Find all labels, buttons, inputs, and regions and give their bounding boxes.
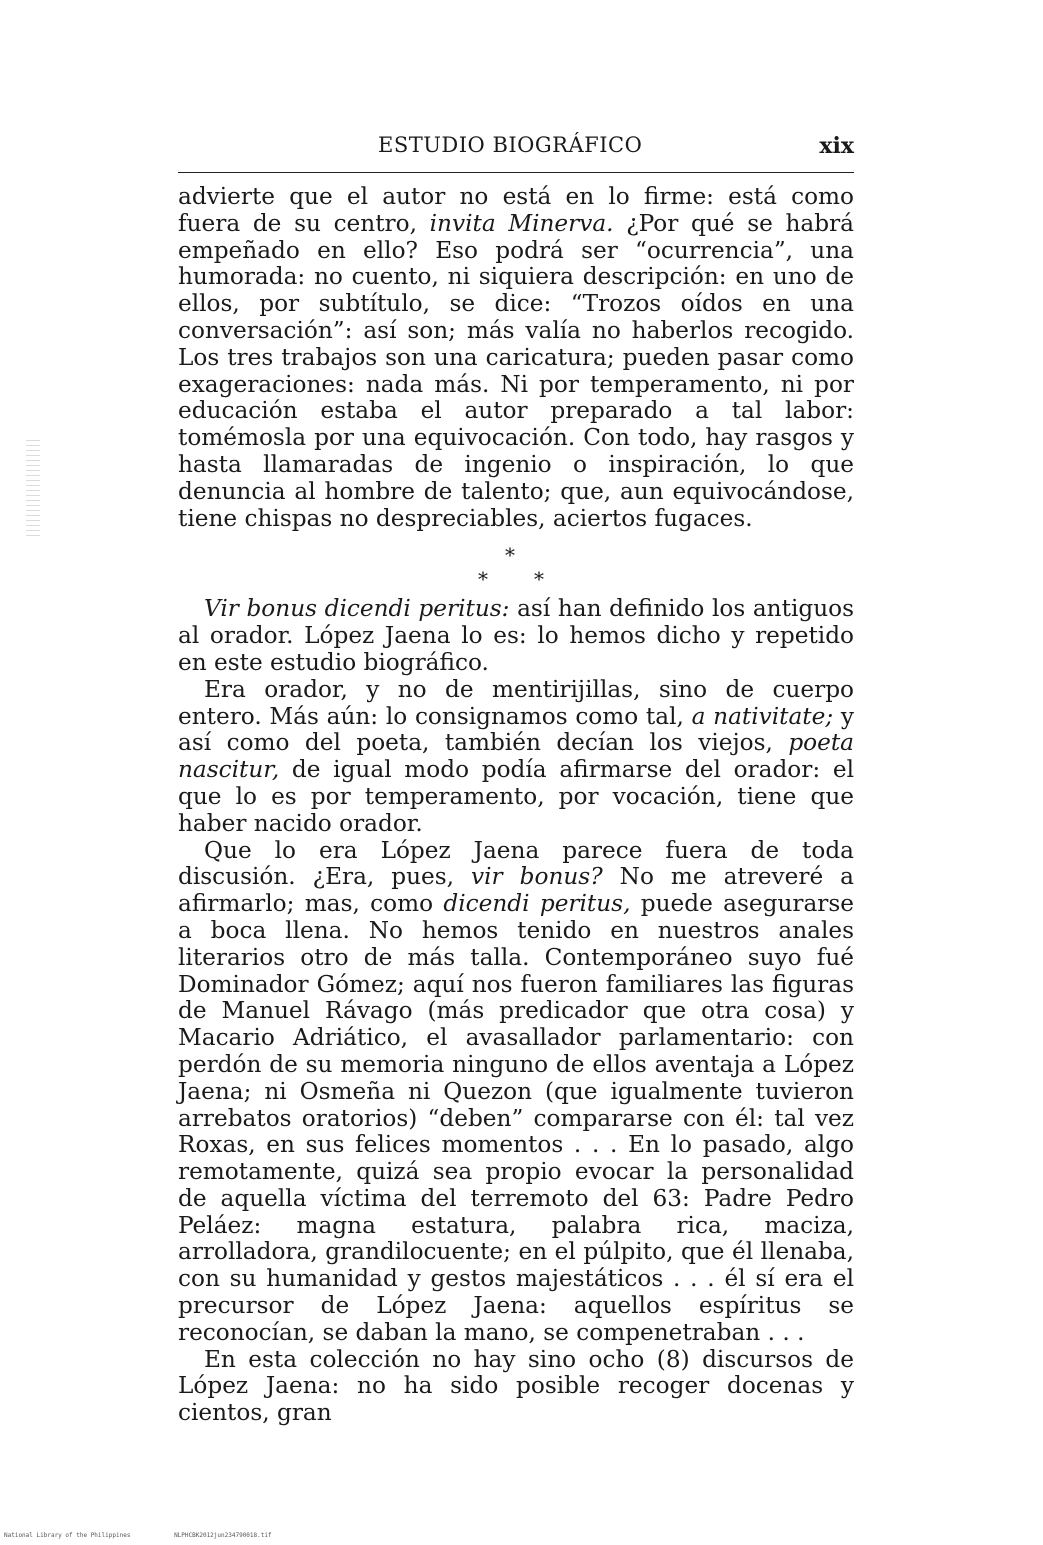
footer-file-id: NLPHCBK2012jun234790018.tif	[174, 1532, 272, 1539]
paragraph-2	[178, 596, 854, 676]
p4-italic-vir-bonus: vir bonus?	[471, 863, 603, 891]
p2-italic-vir-bonus: Vir bonus dicendi peritus:	[204, 595, 510, 623]
paragraph-1	[178, 184, 854, 532]
p3-italic-a-nativitate: a nativitate;	[691, 702, 834, 730]
p3-italic-poeta-nascitur: poeta nascitur,	[178, 729, 854, 784]
p3-text-e: de igual modo podía afirmarse del orador: el que lo es por temperamento, por vocación, tiene que haber nacido orador.	[178, 756, 854, 837]
p1-text-c: ¿Por qué se habrá empeñado en ello? Eso podrá ser “ocurrencia”, una humorada: no cuento, ni siquiera descripción: en uno de ellos, por subtítulo, se dice: “Trozos oídos en una conversación”: así son; más valía no haberlos recogido. Los tres trabajos son una caricatura; pueden pasar como exageraciones: nada más. Ni por temperamento, ni por educación estaba el autor preparado a tal labor: tomémosla por una equivocación. Con todo, hay rasgos y hasta llamaradas de ingenio o inspiración, lo que denuncia al hombre de talento; que, aun equivocándose, tiene chispas no despreciables, aciertos fugaces.	[178, 209, 855, 532]
asterism-star: *	[505, 543, 515, 568]
p5-text: En esta colección no hay sino ocho (8) discursos de López Jaena: no ha sido posible recoger docenas y cientos, gran	[178, 1345, 854, 1427]
paragraph-4	[178, 838, 854, 1347]
p4-text-a: Que lo era López Jaena parece fuera de toda discusión. ¿Era, pues,	[178, 836, 854, 891]
p3-text-a: Era orador, y no de mentirijillas, sino de cuerpo entero. Más aún: lo consignamos como tal,	[178, 675, 854, 730]
p4-italic-dicendi-peritus: dicendi peritus,	[443, 890, 631, 918]
body-text	[178, 184, 854, 1427]
section-asterism	[178, 540, 854, 596]
paragraph-3	[178, 677, 854, 838]
p1-italic-invita-minerva: invita Minerva.	[429, 209, 614, 237]
asterism-star: *	[534, 567, 544, 592]
running-title: ESTUDIO BIOGRÁFICO	[378, 133, 643, 157]
p3-text-c: y así como del poeta, también decían los viejos,	[178, 702, 854, 757]
p1-text-a: advierte que el autor no está en lo firme: está como fuera de su centro,	[178, 183, 854, 237]
scan-margin-artifact	[26, 440, 40, 540]
p2-text-b: así han definido los antiguos al orador. López Jaena lo es: lo hemos dicho y repetido en este estudio biográfico.	[178, 595, 854, 676]
page-header	[178, 133, 854, 167]
footer-library-name: National Library of the Philippines	[4, 1532, 131, 1539]
page-number: xix	[819, 133, 854, 159]
p4-text-e: puede asegurarse a boca llena. No hemos tenido en nuestros anales literarios otro de más talla. Contemporáneo suyo fué Dominador Gómez; aquí nos fueron familiares las figuras de Manuel Rávago (más predicador que otra cosa) y Macario Adriático, el avasallador parlamentario: con perdón de su memoria ninguno de ellos aventaja a López Jaena; ni Osmeña ni Quezon (que igualmente tuvieron arrebatos oratorios) “deben” compararse con él: tal vez Roxas, en sus felices momentos . . . En lo pasado, algo remotamente, quizá sea propio evocar la personalidad de aquella víctima del terremoto del 63: Padre Pedro Peláez: magna estatura, palabra rica, maciza, arrolladora, grandilocuente; en el púlpito, que él llenaba, con su humanidad y gestos majestáticos . . . él sí era el precursor de López Jaena: aquellos espíritus se reconocían, se daban la mano, se compenetraban . . .	[178, 890, 855, 1346]
p4-text-c: No me atreveré a afirmarlo; mas, como	[178, 863, 854, 918]
scan-footer-stamp	[4, 1532, 312, 1539]
header-rule	[178, 172, 854, 173]
paragraph-5	[178, 1347, 854, 1427]
asterism-star: *	[478, 567, 488, 592]
